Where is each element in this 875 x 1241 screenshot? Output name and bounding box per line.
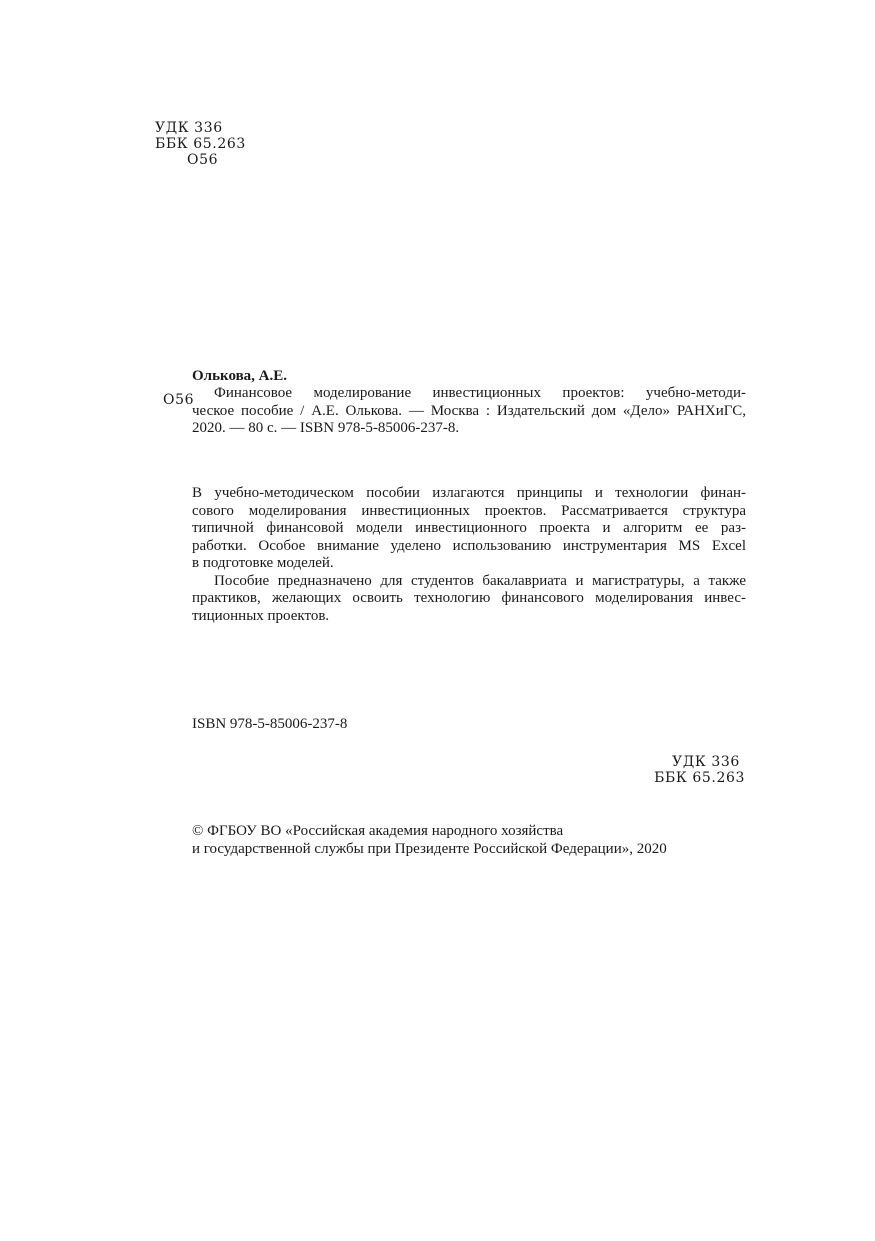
bottom-udk-code: УДК 336: [672, 754, 740, 770]
top-udk-code: УДК 336: [155, 120, 223, 136]
abstract-line: сового моделирования инвестиционных проектов. Рассматривается структура: [192, 502, 746, 519]
author-heading: Олькова, А.Е.: [192, 368, 288, 384]
top-bbk-code: ББК 65.263: [155, 136, 246, 152]
top-author-mark: О56: [187, 152, 219, 168]
bibliographic-description: [192, 385, 746, 438]
abstract-line: типичной финансовой модели инвестиционного проекта и алгоритм ее раз-: [192, 520, 746, 536]
side-author-mark: О56: [163, 392, 195, 408]
abstract-line: практиков, желающих освоить технологию финансового моделирования инвес-: [192, 590, 746, 606]
abstract-line: Пособие предназначено для студентов бакалавриата и магистратуры, а также: [214, 572, 746, 589]
isbn-line: ISBN 978-5-85006-237-8: [192, 716, 348, 732]
abstract-line: работки. Особое внимание уделено использованию инструментария MS Excel: [192, 537, 746, 554]
abstract-line: В учебно-методическом пособии излагаются принципы и технологии финан-: [192, 485, 746, 501]
copyright-notice: [192, 823, 667, 858]
bottom-classification-block: [654, 754, 745, 786]
abstract-paragraph-2: [192, 573, 746, 626]
abstract-line: в подготовке моделей.: [192, 555, 334, 571]
bottom-bbk-code: ББК 65.263: [654, 770, 745, 786]
abstract-line: тиционных проектов.: [192, 607, 330, 624]
copyright-line: и государственной службы при Президенте Российской Федерации», 2020: [192, 840, 667, 857]
description-line: ческое пособие / А.Е. Олькова. — Москва : Издательский дом «Дело» РАНХиГС,: [192, 402, 746, 419]
description-line: 2020. — 80 с. — ISBN 978-5-85006-237-8.: [192, 420, 460, 436]
copyright-line: © ФГБОУ ВО «Российская академия народного хозяйства: [192, 823, 564, 839]
abstract-paragraph-1: [192, 485, 746, 573]
top-classification-block: [155, 120, 246, 168]
abstract: [192, 485, 746, 625]
description-line: Финансовое моделирование инвестиционных проектов: учебно-методи-: [214, 385, 746, 401]
